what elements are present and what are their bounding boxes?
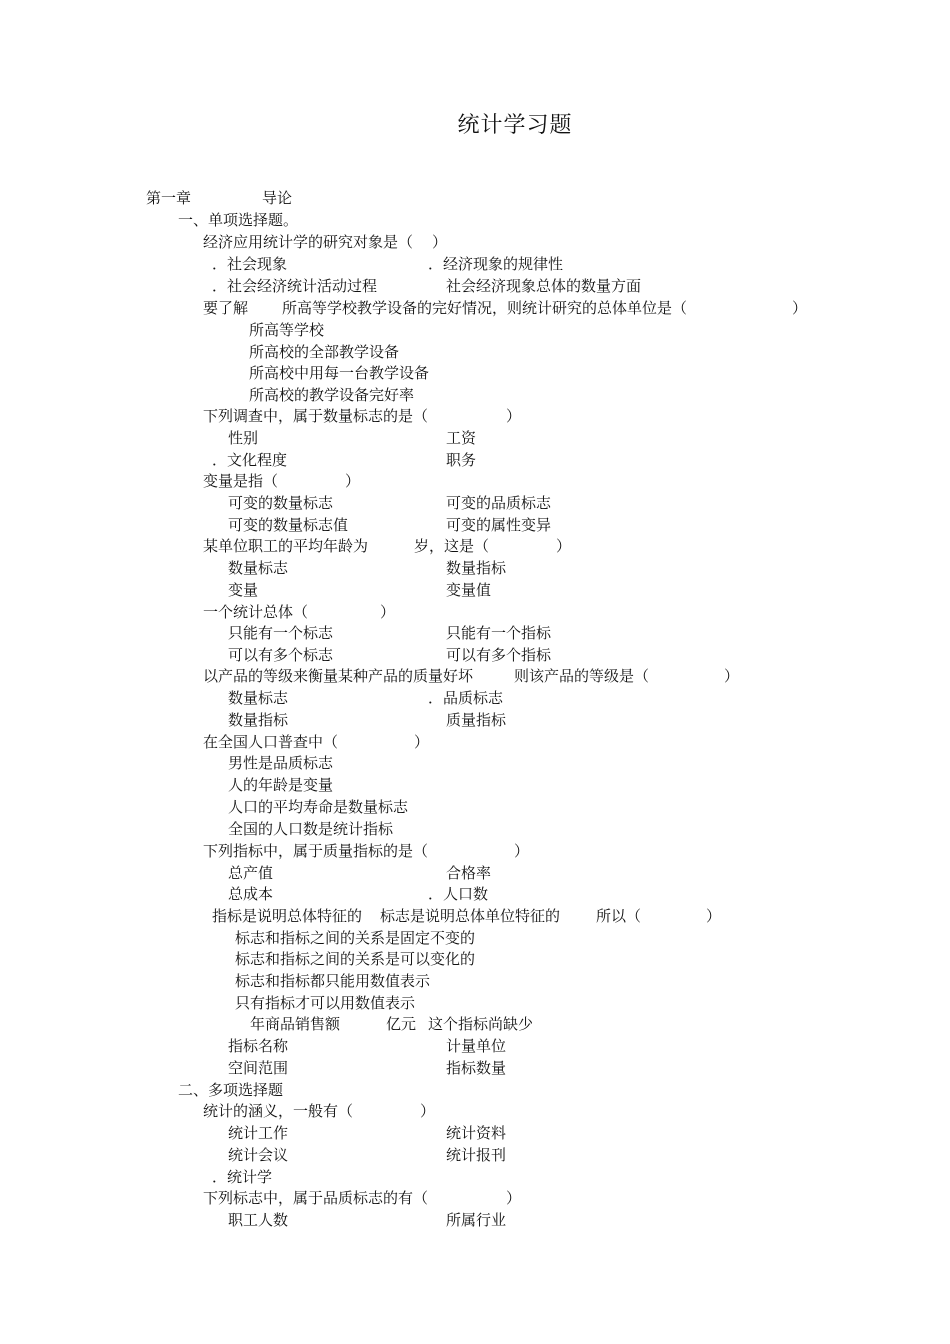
- text-line: [0, 862, 950, 884]
- text-line: [0, 796, 950, 818]
- line-segment: 统计资料: [446, 1124, 507, 1142]
- line-segment: 所高校中用每一台教学设备: [249, 364, 430, 382]
- line-segment: 亿元: [386, 1015, 417, 1033]
- line-segment: 可变的数量标志: [228, 494, 334, 512]
- line-segment: 总产值: [228, 864, 274, 882]
- line-segment: 数量标志: [228, 689, 289, 707]
- line-segment: 只有指标才可以用数值表示: [235, 994, 416, 1012]
- line-segment: 要了解: [203, 299, 249, 317]
- text-line: [0, 253, 950, 275]
- line-segment: 总成本: [228, 885, 274, 903]
- line-segment: 这个指标尚缺少: [428, 1015, 534, 1033]
- text-line: [0, 883, 950, 905]
- line-segment: 统计工作: [228, 1124, 289, 1142]
- line-segment: 年商品销售额: [250, 1015, 341, 1033]
- text-line: [0, 731, 950, 753]
- line-segment: 二、多项选择题: [178, 1081, 284, 1099]
- line-segment: 可变的属性变异: [446, 516, 552, 534]
- text-line: [0, 514, 950, 536]
- line-segment: 指标名称: [228, 1037, 289, 1055]
- text-line: [0, 927, 950, 949]
- text-line: [0, 1057, 950, 1079]
- text-line: [0, 774, 950, 796]
- text-line: [0, 449, 950, 471]
- line-segment: 只能有一个指标: [446, 624, 552, 642]
- text-line: [0, 992, 950, 1014]
- text-line: [0, 470, 950, 492]
- line-segment: 岁，这是（: [414, 537, 490, 555]
- text-line: [0, 840, 950, 862]
- line-segment: ．人口数: [428, 885, 489, 903]
- line-segment: 职务: [446, 451, 477, 469]
- line-segment: 全国的人口数是统计指标: [228, 820, 394, 838]
- line-segment: 变量值: [446, 581, 492, 599]
- line-segment: 一、单项选择题。: [178, 211, 299, 229]
- line-segment: 所高等学校教学设备的完好情况，则统计研究的总体单位是（: [282, 299, 688, 317]
- line-segment: 社会经济现象总体的数量方面: [446, 277, 642, 295]
- text-line: [0, 557, 950, 579]
- line-segment: 则该产品的等级是（: [514, 667, 650, 685]
- line-segment: 职工人数: [228, 1211, 289, 1229]
- text-line: [0, 231, 950, 253]
- line-segment: 人口的平均寿命是数量标志: [228, 798, 409, 816]
- line-segment: 数量指标: [228, 711, 289, 729]
- text-line: [0, 1122, 950, 1144]
- line-segment: 工资: [446, 429, 477, 447]
- line-segment: 标志和指标都只能用数值表示: [235, 972, 431, 990]
- line-segment: 所以（: [596, 907, 642, 925]
- line-segment: ．社会经济统计活动过程: [212, 277, 378, 295]
- line-segment: 数量指标: [446, 559, 507, 577]
- text-line: [0, 1187, 950, 1209]
- line-segment: 变量是指（: [203, 472, 279, 490]
- line-segment: ）: [414, 733, 430, 751]
- line-segment: 可变的品质标志: [446, 494, 552, 512]
- text-line: [0, 187, 950, 209]
- text-line: [0, 622, 950, 644]
- line-segment: 下列调查中，属于数量标志的是（: [203, 407, 429, 425]
- line-segment: 在全国人口普查中（: [203, 733, 339, 751]
- text-line: [0, 341, 950, 363]
- text-line: [0, 948, 950, 970]
- text-line: [0, 1144, 950, 1166]
- line-segment: 只能有一个标志: [228, 624, 334, 642]
- line-segment: ）: [345, 472, 361, 490]
- line-segment: ）: [420, 1102, 436, 1120]
- text-line: [0, 492, 950, 514]
- line-segment: 所高校的全部教学设备: [249, 343, 400, 361]
- line-segment: 性别: [228, 429, 259, 447]
- text-line: [0, 384, 950, 406]
- line-segment: 人的年龄是变量: [228, 776, 334, 794]
- text-line: [0, 970, 950, 992]
- line-segment: ．文化程度: [212, 451, 288, 469]
- text-line: [0, 1079, 950, 1101]
- line-segment: 下列指标中，属于质量指标的是（: [203, 842, 429, 860]
- line-segment: 指标是说明总体特征的: [212, 907, 363, 925]
- text-line: [0, 535, 950, 557]
- line-segment: 统计报刊: [446, 1146, 507, 1164]
- line-segment: 下列标志中，属于品质标志的有（: [203, 1189, 429, 1207]
- text-line: [0, 1209, 950, 1231]
- line-segment: 以产品的等级来衡量某种产品的质量好坏: [203, 667, 474, 685]
- text-line: [0, 275, 950, 297]
- text-line: [0, 405, 950, 427]
- text-line: [0, 601, 950, 623]
- line-segment: ．统计学: [212, 1168, 273, 1186]
- line-segment: 合格率: [446, 864, 492, 882]
- line-segment: ）: [506, 407, 522, 425]
- line-segment: 指标数量: [446, 1059, 507, 1077]
- text-line: [0, 818, 950, 840]
- line-segment: 统计会议: [228, 1146, 289, 1164]
- line-segment: 第一章: [146, 189, 192, 207]
- text-line: [0, 297, 950, 319]
- line-segment: 经济应用统计学的研究对象是（: [203, 233, 414, 251]
- line-segment: 标志是说明总体单位特征的: [380, 907, 561, 925]
- text-line: [0, 665, 950, 687]
- line-segment: 导论: [262, 189, 293, 207]
- text-line: [0, 1166, 950, 1188]
- line-segment: 男性是品质标志: [228, 754, 334, 772]
- line-segment: ．社会现象: [212, 255, 288, 273]
- text-line: [0, 579, 950, 601]
- line-segment: ）: [724, 667, 740, 685]
- line-segment: 可变的数量标志值: [228, 516, 349, 534]
- text-line: [0, 752, 950, 774]
- line-segment: 可以有多个指标: [446, 646, 552, 664]
- line-segment: ．经济现象的规律性: [428, 255, 564, 273]
- text-line: [0, 709, 950, 731]
- line-segment: ）: [380, 603, 396, 621]
- line-segment: 数量标志: [228, 559, 289, 577]
- line-segment: ）: [514, 842, 530, 860]
- line-segment: 空间范围: [228, 1059, 289, 1077]
- text-line: [0, 644, 950, 666]
- line-segment: 变量: [228, 581, 259, 599]
- line-segment: 所属行业: [446, 1211, 507, 1229]
- line-segment: 质量指标: [446, 711, 507, 729]
- line-segment: 所高等学校: [249, 321, 325, 339]
- text-line: [0, 1013, 950, 1035]
- line-segment: ）: [706, 907, 722, 925]
- line-segment: 可以有多个标志: [228, 646, 334, 664]
- text-line: [0, 209, 950, 231]
- line-segment: ）: [792, 299, 808, 317]
- line-segment: ．品质标志: [428, 689, 504, 707]
- line-segment: 标志和指标之间的关系是可以变化的: [235, 950, 476, 968]
- text-line: [0, 1035, 950, 1057]
- line-segment: 一个统计总体（: [203, 603, 309, 621]
- line-segment: 标志和指标之间的关系是固定不变的: [235, 929, 476, 947]
- text-line: [0, 905, 950, 927]
- text-line: [0, 362, 950, 384]
- line-segment: 统计的涵义，一般有（: [203, 1102, 354, 1120]
- line-segment: 计量单位: [446, 1037, 507, 1055]
- line-segment: 某单位职工的平均年龄为: [203, 537, 369, 555]
- line-segment: ）: [556, 537, 572, 555]
- line-segment: ）: [432, 233, 448, 251]
- text-line: [0, 427, 950, 449]
- text-line: [0, 1100, 950, 1122]
- line-segment: ）: [506, 1189, 522, 1207]
- line-segment: 所高校的教学设备完好率: [249, 386, 415, 404]
- document-title: 统计学习题: [457, 113, 573, 138]
- text-line: [0, 687, 950, 709]
- text-line: [0, 319, 950, 341]
